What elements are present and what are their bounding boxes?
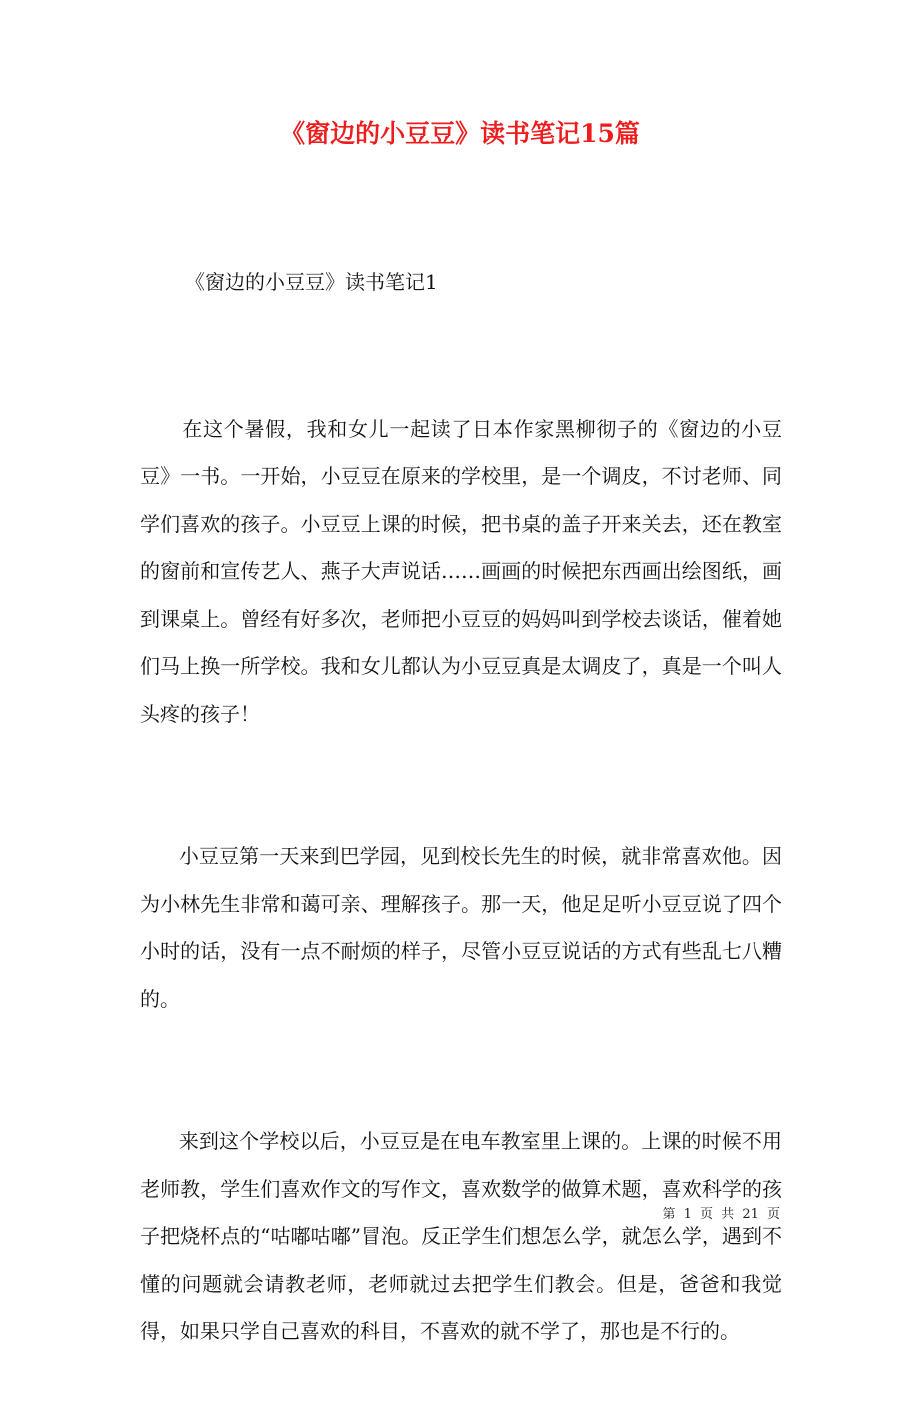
paragraph-1-line-1: 在这个暑假，我和女儿一起读了日本作家黑柳彻子的《窗边的小 xyxy=(182,417,762,441)
paragraph-2 xyxy=(140,786,782,1071)
section-heading: 《窗边的小豆豆》读书笔记1 xyxy=(185,264,438,300)
paragraph-1-line-3: 师、同学们喜欢的孩子。小豆豆上课的时候，把书桌的盖子开来关去， xyxy=(140,464,782,536)
paragraph-1-line-6: 校去谈话，催着她们马上换一所学校。我和女儿都认为小豆豆真是太 xyxy=(140,607,782,679)
paragraph-3-line-6: 那也是不行的。 xyxy=(600,1319,740,1343)
paragraph-3-line-2: 不用老师教，学生们喜欢作文的写作文，喜欢数学的做算术题，喜欢 xyxy=(140,1129,782,1201)
paragraph-1 xyxy=(140,358,782,786)
paragraph-2-line-4: 些乱七八糟的。 xyxy=(140,939,782,1011)
paragraph-3 xyxy=(140,1071,782,1403)
paragraph-1-line-5: 出绘图纸，画到课桌上。曾经有好多次，老师把小豆豆的妈妈叫到学 xyxy=(140,559,782,631)
document-title: 《窗边的小豆豆》读书笔记15篇 xyxy=(0,114,920,154)
paragraph-1-line-4: 还在教室的窗前和宣传艺人、燕子大声说话……画画的时候把东西画 xyxy=(140,512,782,584)
paragraph-1-line-7: 调皮了，真是一个叫人头疼的孩子！ xyxy=(140,654,782,726)
paragraph-3-line-1: 来到这个学校以后，小豆豆是在电车教室里上课的。上课的时候 xyxy=(179,1129,742,1153)
paragraph-2-line-2: 因为小林先生非常和蔼可亲、理解孩子。那一天，他足足听小豆豆说 xyxy=(140,844,782,916)
body-text xyxy=(140,358,782,1403)
paragraph-3-line-4: 怎么学，遇到不懂的问题就会请教老师，老师就过去把学生们教会。 xyxy=(140,1224,782,1296)
paragraph-3-line-3: 科学的孩子把烧杯点的“咕嘟咕嘟”冒泡。反正学生们想怎么学，就 xyxy=(140,1177,782,1249)
paragraph-2-line-3: 了四个小时的话，没有一点不耐烦的样子，尽管小豆豆说话的方式有 xyxy=(140,892,782,964)
paragraph-1-line-2: 豆豆》一书。一开始，小豆豆在原来的学校里，是一个调皮，不讨老 xyxy=(140,417,782,489)
paragraph-3-line-5: 但是，爸爸和我觉得，如果只学自己喜欢的科目，不喜欢的就不学了， xyxy=(140,1272,782,1344)
page-number-footer: 第 1 页 共 21 页 xyxy=(663,1205,780,1225)
paragraph-2-line-1: 小豆豆第一天来到巴学园，见到校长先生的时候，就非常喜欢他。 xyxy=(179,844,762,868)
